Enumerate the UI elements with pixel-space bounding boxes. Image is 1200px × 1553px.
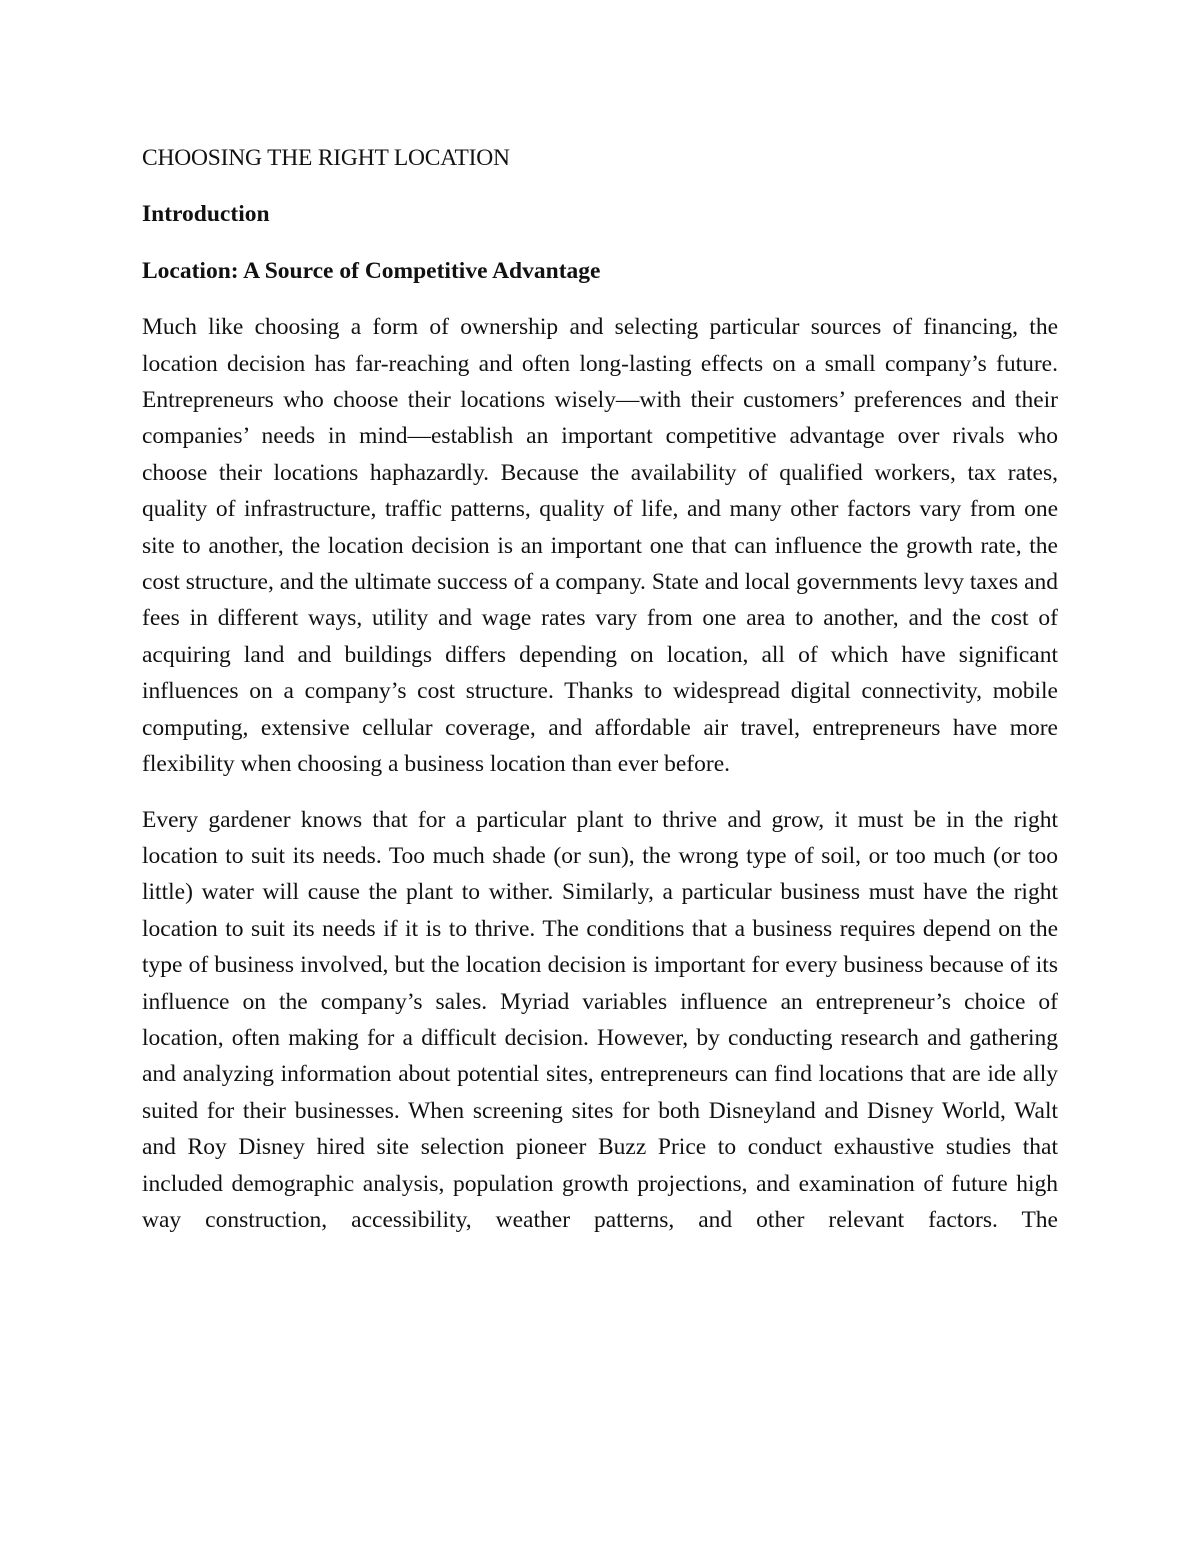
paragraph-2: Every gardener knows that for a particular plant to thrive and grow, it must be in the right location to suit its needs. Too much shade (or sun), the wrong type of soil, or too much (or too little) water will cause the plant to wither. Similarly, a particular business must have the right location to suit its needs if it is to thrive. The conditions that a business requires depend on the type of business involved, but the location decision is important for every business because of its influence on the company’s sales. Myriad variables influence an entrepreneur’s choice of location, often making for a difficult decision. However, by conducting research and gathering and analyzing information about potential sites, entrepreneurs can find locations that are ide ally suited for their businesses. When screening sites for both Disneyland and Disney World, Walt and Roy Disney hired site selection pioneer Buzz Price to conduct exhaustive studies that included demographic analysis, population growth projections, and examination of future high way construction, accessibility, weather patterns, and other relevant factors. The	[142, 806, 1058, 1233]
section-heading-introduction: Introduction	[142, 201, 270, 228]
document-title: CHOOSING THE RIGHT LOCATION	[142, 145, 510, 171]
subsection-heading-location: Location: A Source of Competitive Advantage	[142, 257, 601, 284]
document-body	[142, 140, 1058, 1257]
paragraph-1: Much like choosing a form of ownership and selecting particular sources of financing, the location decision has far-reaching and often long-lasting effects on a small company’s future. Entrepreneurs who choose their locations wisely—with their customers’ preferences and their companies’ needs in mind—establish an important competitive advantage over rivals who choose their locations haphazardly. Because the availability of qualified workers, tax rates, quality of infrastructure, traffic patterns, quality of life, and many other factors vary from one site to another, the location decision is an important one that can influence the growth rate, the cost structure, and the ultimate success of a company. State and local governments levy taxes and fees in different ways, utility and wage rates vary from one area to another, and the cost of acquiring land and buildings differs depending on location, all of which have significant influences on a company’s cost structure. Thanks to widespread digital connectivity, mobile computing, extensive cellular coverage, and affordable air travel, entrepreneurs have more flexibility when choosing a business location than ever before.	[142, 314, 1058, 778]
